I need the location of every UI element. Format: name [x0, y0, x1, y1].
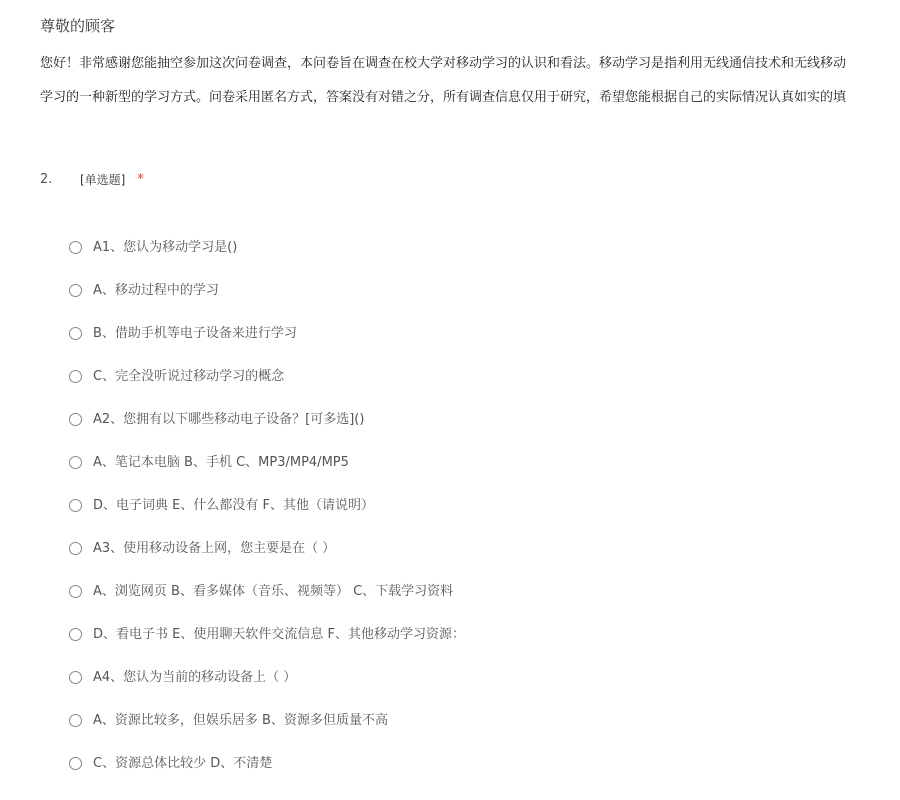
- radio-option[interactable]: [69, 540, 869, 583]
- radio-button[interactable]: [69, 413, 82, 426]
- radio-button[interactable]: [69, 714, 82, 727]
- radio-option[interactable]: [69, 626, 869, 669]
- question-type-label: [单选题]: [80, 172, 126, 187]
- option-label[interactable]: A4、您认为当前的移动设备上（ ）: [93, 670, 297, 685]
- radio-button[interactable]: [69, 671, 82, 684]
- radio-option[interactable]: [69, 282, 869, 325]
- radio-option[interactable]: [69, 368, 869, 411]
- radio-button[interactable]: [69, 456, 82, 469]
- option-label[interactable]: A、移动过程中的学习: [93, 283, 219, 298]
- radio-option[interactable]: [69, 755, 869, 798]
- radio-option[interactable]: [69, 669, 869, 712]
- answer-options: [69, 239, 869, 798]
- radio-option[interactable]: [69, 497, 869, 540]
- option-label[interactable]: C、完全没听说过移动学习的概念: [93, 369, 285, 384]
- radio-option[interactable]: [69, 583, 869, 626]
- radio-option[interactable]: [69, 325, 869, 368]
- option-label[interactable]: C、资源总体比较少 D、不清楚: [93, 756, 273, 771]
- option-label[interactable]: D、电子词典 E、什么都没有 F、其他（请说明）: [93, 498, 374, 513]
- radio-button[interactable]: [69, 757, 82, 770]
- question-number: 2.: [40, 171, 53, 187]
- option-label[interactable]: A、浏览网页 B、看多媒体（音乐、视频等） C、下载学习资料: [93, 584, 454, 599]
- radio-button[interactable]: [69, 284, 82, 297]
- option-label[interactable]: A2、您拥有以下哪些移动电子设备？[可多选](): [93, 412, 365, 427]
- radio-option[interactable]: [69, 454, 869, 497]
- option-label[interactable]: A、资源比较多，但娱乐居多 B、资源多但质量不高: [93, 713, 388, 728]
- radio-button[interactable]: [69, 370, 82, 383]
- radio-button[interactable]: [69, 241, 82, 254]
- radio-button[interactable]: [69, 327, 82, 340]
- radio-button[interactable]: [69, 499, 82, 512]
- radio-button[interactable]: [69, 542, 82, 555]
- option-label[interactable]: A3、使用移动设备上网，您主要是在（ ）: [93, 541, 336, 556]
- required-asterisk: *: [137, 171, 144, 187]
- survey-introduction: [40, 54, 900, 122]
- option-label[interactable]: B、借助手机等电子设备来进行学习: [93, 326, 297, 341]
- option-label[interactable]: A、笔记本电脑 B、手机 C、MP3/MP4/MP5: [93, 455, 349, 470]
- salutation-heading: 尊敬的顾客: [40, 17, 116, 35]
- question-header: [40, 169, 144, 189]
- radio-option[interactable]: [69, 239, 869, 282]
- intro-line-2: 学习的一种新型的学习方式。问卷采用匿名方式，答案没有对错之分，所有调查信息仅用于研究，希望您能根据自己的实际情况认真如实的填: [40, 90, 847, 105]
- radio-option[interactable]: [69, 411, 869, 454]
- radio-button[interactable]: [69, 585, 82, 598]
- option-label[interactable]: D、看电子书 E、使用聊天软件交流信息 F、其他移动学习资源：: [93, 627, 465, 642]
- radio-button[interactable]: [69, 628, 82, 641]
- option-label[interactable]: A1、您认为移动学习是(): [93, 240, 238, 255]
- intro-line-1: 您好！非常感谢您能抽空参加这次问卷调查，本问卷旨在调查在校大学对移动学习的认识和看法。移动学习是指利用无线通信技术和无线移动: [40, 56, 847, 71]
- radio-option[interactable]: [69, 712, 869, 755]
